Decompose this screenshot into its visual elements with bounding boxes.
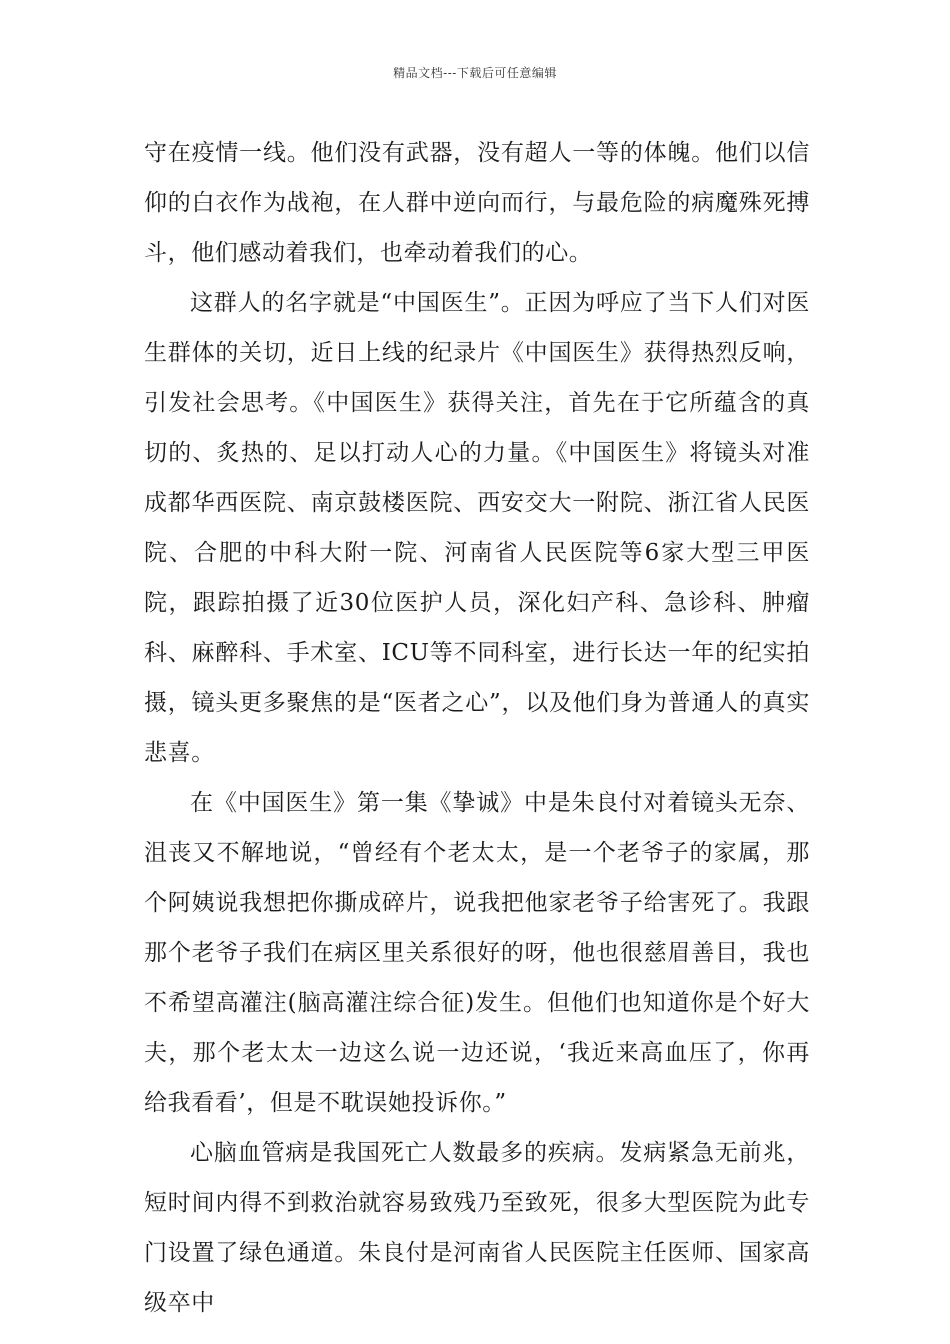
paragraph-1: 守在疫情一线。他们没有武器，没有超人一等的体魄。他们以信仰的白衣作为战袍，在人群中逆向而行，与最危险的病魔殊死搏斗，他们感动着我们，也牵动着我们的心。 [144, 140, 810, 266]
page-header: 精品文档---下载后可任意编辑 [393, 66, 557, 80]
document-body [144, 128, 810, 1328]
paragraph-3: 在《中国医生》第一集《挚诚》中是朱良付对着镜头无奈、沮丧又不解地说，“曾经有个老太太，是一个老爷子的家属，那个阿姨说我想把你撕成碎片，说我把他家老爷子给害死了。我跟那个老爷子我们在病区里关系很好的呀，他也很慈眉善目，我也不希望高灌注(脑高灌注综合征)发生。但他们也知道你是个好大夫，那个老太太一边这么说一边还说，‘我近来高血压了，你再给我看看’，但是不耽误她投诉你。” [144, 790, 810, 1116]
paragraph-2: 这群人的名字就是“中国医生”。正因为呼应了当下人们对医生群体的关切，近日上线的纪录片《中国医生》获得热烈反响，引发社会思考。《中国医生》获得关注，首先在于它所蕴含的真切的、炙热的、足以打动人心的力量。《中国医生》将镜头对准成都华西医院、南京鼓楼医院、西安交大一附院、浙江省人民医院、合肥的中科大附一院、河南省人民医院等6家大型三甲医院，跟踪拍摄了近30位医护人员，深化妇产科、急诊科、肿瘤科、麻醉科、手术室、ICU等不同科室，进行长达一年的纪实拍摄，镜头更多聚焦的是“医者之心”，以及他们身为普通人的真实悲喜。 [144, 290, 810, 766]
paragraph-4: 心脑血管病是我国死亡人数最多的疾病。发病紧急无前兆，短时间内得不到救治就容易致残乃至致死，很多大型医院为此专门设置了绿色通道。朱良付是河南省人民医院主任医师、国家高级卒中 [144, 1140, 810, 1316]
